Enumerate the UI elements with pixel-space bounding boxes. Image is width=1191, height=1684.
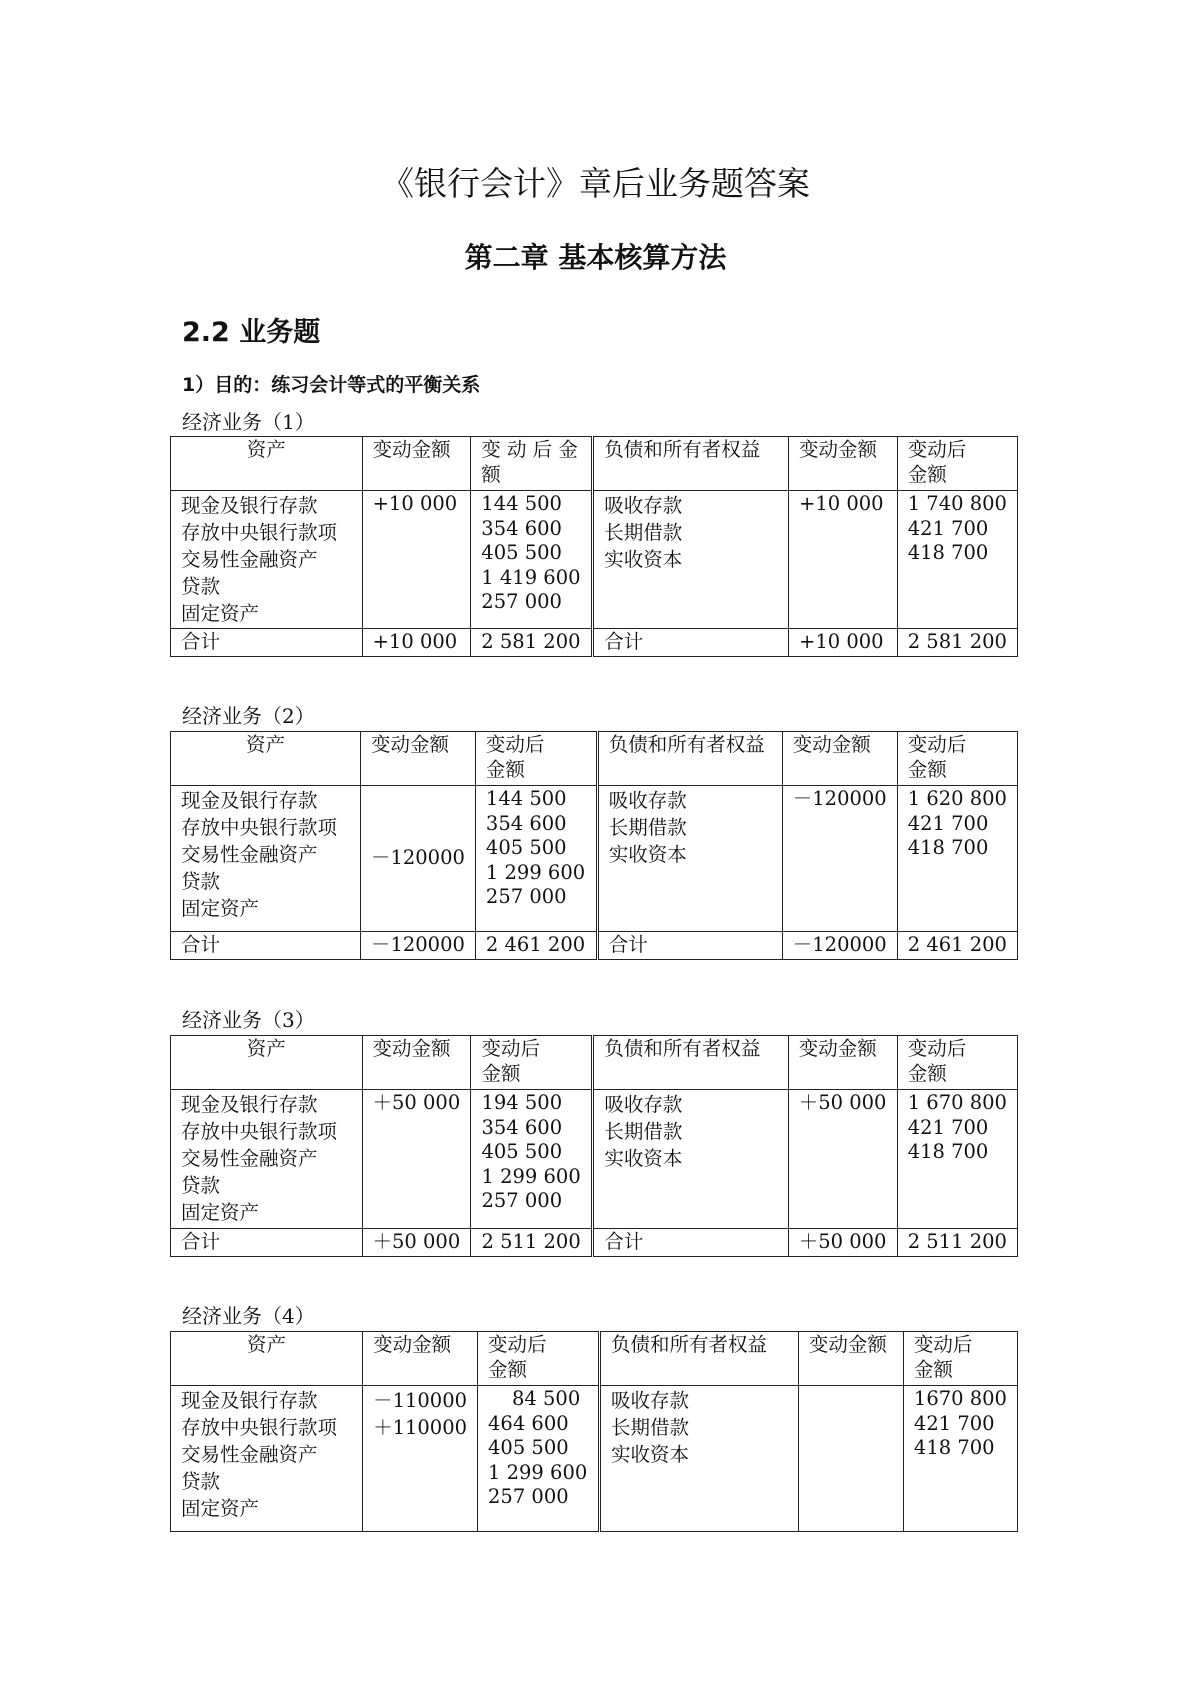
total-label: 合计 [597,932,782,960]
table-body-row [171,1090,1018,1229]
asset-after: 194 500 354 600 405 500 1 299 600 257 000 [471,1090,593,1229]
total-label: 合计 [593,1229,788,1257]
ledger-table-3 [170,1035,1018,1257]
header-change: 变动金额 [789,437,898,491]
header-liability: 负债和所有者权益 [593,1036,788,1090]
header-after: 变动后 金额 [903,1332,1017,1386]
total-asset-change: ＋50 000 [362,1229,471,1257]
header-after: 变动后 金额 [478,1332,600,1386]
header-change: 变动金额 [782,732,897,786]
header-asset: 资产 [171,437,363,491]
total-label: 合计 [171,932,361,960]
total-asset-after: 2 581 200 [471,629,593,657]
asset-items: 现金及银行存款 存放中央银行款项 交易性金融资产 贷款 固定资产 [171,1386,363,1532]
total-liability-after: 2 461 200 [897,932,1017,960]
header-asset: 资产 [171,1332,363,1386]
table-total-row [171,1229,1018,1257]
liability-after: 1 740 800 421 700 418 700 [897,491,1017,629]
header-change: 变动金额 [798,1332,903,1386]
asset-after: 144 500 354 600 405 500 1 419 600 257 000 [471,491,593,629]
header-change: 变动金额 [363,1332,478,1386]
table-total-row [171,629,1018,657]
asset-change: +10 000 [362,491,471,629]
total-liability-change: +10 000 [789,629,898,657]
liability-after: 1 620 800 421 700 418 700 [897,786,1017,932]
total-label: 合计 [171,629,363,657]
asset-change: －120000 [360,786,475,932]
header-change: 变动金额 [360,732,475,786]
header-after: 变动后 金额 [897,437,1017,491]
ledger-table-4 [170,1331,1018,1532]
asset-items: 现金及银行存款 存放中央银行款项 交易性金融资产 贷款 固定资产 [171,786,361,932]
liability-change: ＋50 000 [788,1090,897,1229]
header-after: 变动后 金额 [897,732,1017,786]
document-title: 《银行会计》章后业务题答案 [381,164,810,203]
total-asset-change: +10 000 [362,629,471,657]
header-after: 变 动 后 金 额 [471,437,593,491]
total-label: 合计 [593,629,789,657]
header-after: 变动后 金额 [897,1036,1017,1090]
header-asset: 资产 [171,1036,363,1090]
asset-items: 现金及银行存款 存放中央银行款项 交易性金融资产 贷款 固定资产 [171,1090,363,1229]
liability-change: －120000 [782,786,897,932]
total-liability-after: 2 581 200 [897,629,1017,657]
chapter-heading: 第二章 基本核算方法 [464,241,727,274]
asset-change: －110000 ＋110000 [363,1386,478,1532]
total-liability-change: －120000 [782,932,897,960]
table-body-row [171,786,1018,932]
ledger-table-2 [170,731,1018,960]
table-4-caption: 经济业务（4） [182,1304,315,1328]
header-change: 变动金额 [362,1036,471,1090]
header-after: 变动后 金额 [471,1036,593,1090]
header-liability: 负债和所有者权益 [599,1332,798,1386]
total-liability-change: ＋50 000 [788,1229,897,1257]
liability-items: 吸收存款 长期借款 实收资本 [593,1090,788,1229]
header-after: 变动后 金额 [475,732,597,786]
table-body-row [171,491,1018,629]
liability-change [798,1386,903,1532]
header-asset: 资产 [171,732,361,786]
total-asset-after: 2 511 200 [471,1229,593,1257]
asset-change: ＋50 000 [362,1090,471,1229]
table-body-row [171,1386,1018,1532]
table-2-caption: 经济业务（2） [182,704,315,728]
header-change: 变动金额 [788,1036,897,1090]
table-header-row [171,1036,1018,1090]
header-liability: 负债和所有者权益 [593,437,789,491]
ledger-table-1 [170,436,1018,657]
header-liability: 负债和所有者权益 [597,732,782,786]
liability-items: 吸收存款 长期借款 实收资本 [597,786,782,932]
liability-items: 吸收存款 长期借款 实收资本 [599,1386,798,1532]
asset-after: 144 500 354 600 405 500 1 299 600 257 000 [475,786,597,932]
table-3-caption: 经济业务（3） [182,1008,315,1032]
table-header-row [171,437,1018,491]
total-liability-after: 2 511 200 [897,1229,1017,1257]
section-heading: 2.2 业务题 [182,317,321,348]
total-label: 合计 [171,1229,363,1257]
table-1-caption: 经济业务（1） [182,410,315,434]
liability-change: +10 000 [789,491,898,629]
table-header-row [171,732,1018,786]
header-change: 变动金额 [362,437,471,491]
asset-after: 84 500 464 600 405 500 1 299 600 257 000 [478,1386,600,1532]
table-header-row [171,1332,1018,1386]
purpose-line: 1）目的：练习会计等式的平衡关系 [182,374,481,396]
liability-after: 1670 800 421 700 418 700 [903,1386,1017,1532]
liability-items: 吸收存款 长期借款 实收资本 [593,491,789,629]
asset-items: 现金及银行存款 存放中央银行款项 交易性金融资产 贷款 固定资产 [171,491,363,629]
asset-after-value: 84 500 [512,1387,581,1410]
table-total-row [171,932,1018,960]
liability-after: 1 670 800 421 700 418 700 [897,1090,1017,1229]
total-asset-change: －120000 [360,932,475,960]
total-asset-after: 2 461 200 [475,932,597,960]
